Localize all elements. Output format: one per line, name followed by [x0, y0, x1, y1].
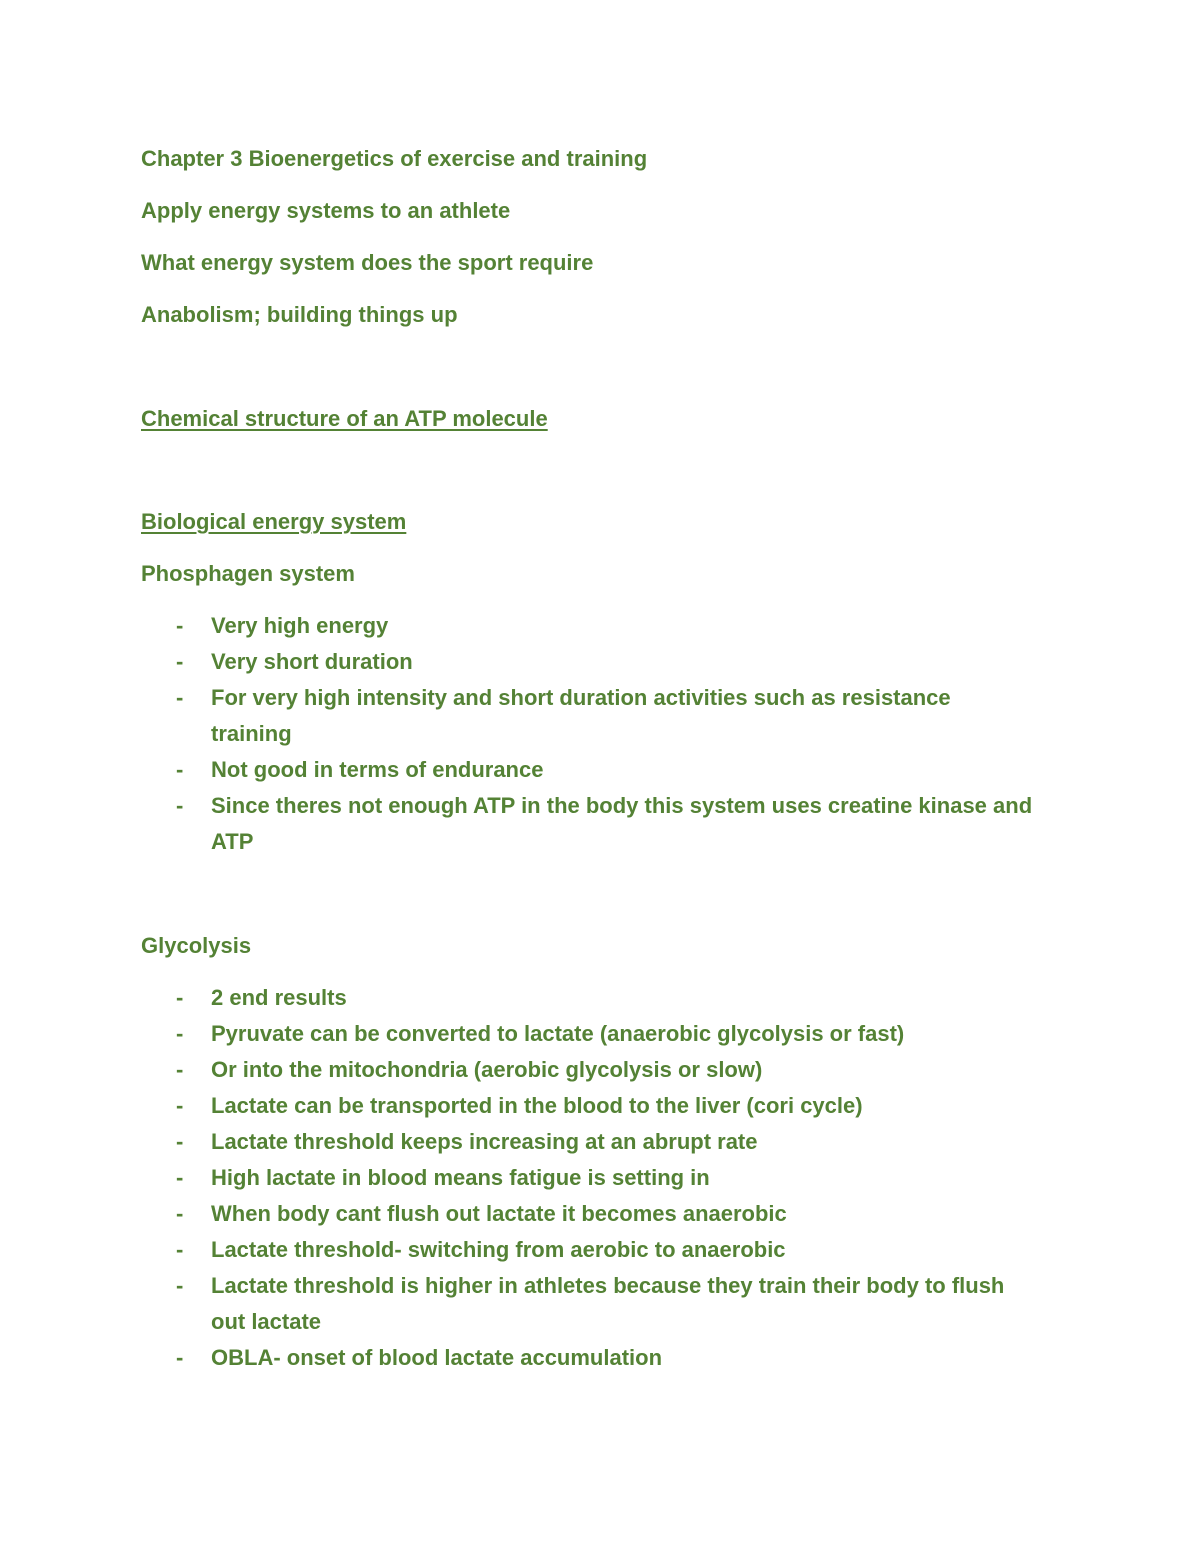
bullet-marker: -	[176, 1273, 184, 1298]
list-item: Pyruvate can be converted to lactate (anaerobic glycolysis or fast)	[211, 1021, 905, 1046]
bullet-marker: -	[176, 1345, 184, 1370]
bullet-marker: -	[176, 1057, 184, 1082]
list-item: OBLA- onset of blood lactate accumulation	[211, 1345, 663, 1370]
intro-line: Apply energy systems to an athlete	[141, 198, 511, 223]
list-item: Very high energy	[211, 613, 389, 638]
intro-line: Anabolism; building things up	[141, 302, 458, 327]
list-item: When body cant flush out lactate it becomes anaerobic	[211, 1201, 787, 1226]
bullet-marker: -	[176, 649, 184, 674]
list-item: For very high intensity and short duration activities such as resistance training	[211, 685, 951, 746]
list-item: Lactate can be transported in the blood to the liver (cori cycle)	[211, 1093, 863, 1118]
bullet-marker: -	[176, 1165, 184, 1190]
bullet-marker: -	[176, 1021, 184, 1046]
list-item: Very short duration	[211, 649, 413, 674]
list-item: Or into the mitochondria (aerobic glycolysis or slow)	[211, 1057, 763, 1082]
list-item: 2 end results	[211, 985, 347, 1010]
phosphagen-label: Phosphagen system	[141, 561, 355, 586]
list-item: Not good in terms of endurance	[211, 757, 544, 782]
list-item: Lactate threshold- switching from aerobic to anaerobic	[211, 1237, 786, 1262]
bullet-marker: -	[176, 793, 184, 818]
glycolysis-label: Glycolysis	[141, 933, 252, 958]
document-title: Chapter 3 Bioenergetics of exercise and training	[141, 146, 648, 171]
bullet-marker: -	[176, 613, 184, 638]
bullet-marker: -	[176, 757, 184, 782]
list-item: Lactate threshold is higher in athletes because they train their body to flush out lactate	[211, 1273, 1005, 1334]
bullet-marker: -	[176, 1237, 184, 1262]
section-heading-biological-energy: Biological energy system	[141, 509, 407, 534]
bullet-marker: -	[176, 685, 184, 710]
list-item: Lactate threshold keeps increasing at an abrupt rate	[211, 1129, 758, 1154]
bullet-marker: -	[176, 1093, 184, 1118]
bullet-marker: -	[176, 985, 184, 1010]
list-item: High lactate in blood means fatigue is setting in	[211, 1165, 710, 1190]
intro-line: What energy system does the sport require	[141, 250, 594, 275]
list-item: Since theres not enough ATP in the body this system uses creatine kinase and ATP	[211, 793, 1033, 854]
section-heading-atp: Chemical structure of an ATP molecule	[141, 406, 548, 431]
bullet-marker: -	[176, 1129, 184, 1154]
bullet-marker: -	[176, 1201, 184, 1226]
